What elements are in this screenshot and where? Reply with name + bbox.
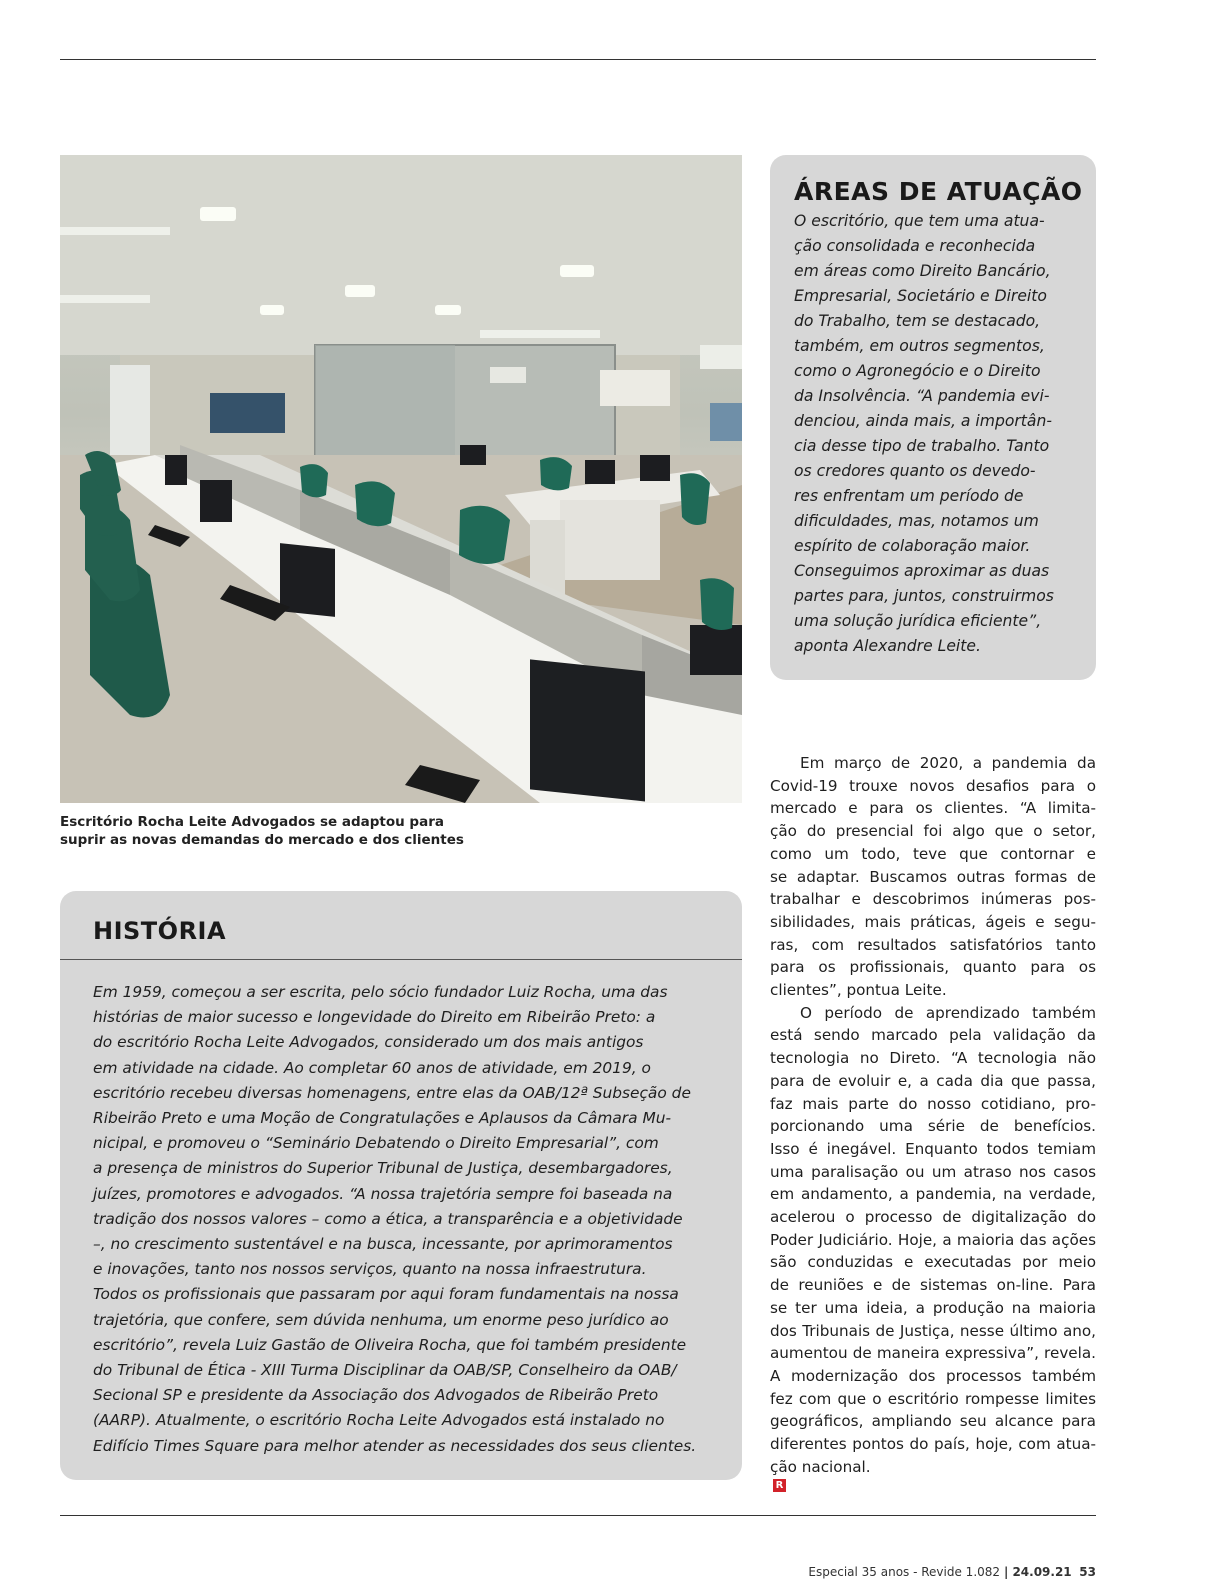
areas-line: Empresarial, Societário e Direito bbox=[794, 287, 1047, 305]
areas-line: Conseguimos aproximar as duas bbox=[794, 562, 1050, 580]
article-line: Isso é inegável. Enquanto todos temiam bbox=[770, 1139, 1096, 1158]
areas-sidebar-box bbox=[770, 155, 1096, 680]
article-line: acelerou o processo de digitalização do bbox=[770, 1208, 1096, 1227]
article-line: O período de aprendizado também bbox=[800, 1003, 1096, 1022]
office-illustration bbox=[60, 155, 742, 803]
article-line: Poder Judiciário. Hoje, a maioria das ações bbox=[770, 1230, 1096, 1249]
article-line: sibilidades, mais práticas, ágeis e segu- bbox=[770, 912, 1096, 931]
historia-line: e inovações, tanto nos nossos serviços, quanto na nossa infraestrutura. bbox=[93, 1260, 647, 1279]
historia-line: Edifício Times Square para melhor atender as necessidades dos seus clientes. bbox=[93, 1436, 697, 1455]
areas-line: como o Agronegócio e o Direito bbox=[794, 362, 1041, 380]
bottom-rule bbox=[60, 1515, 1096, 1516]
historia-line: Ribeirão Preto e uma Moção de Congratulações e Aplausos da Câmara Mu- bbox=[93, 1109, 672, 1128]
historia-line: –, no crescimento sustentável e na busca, incessante, por aprimoramentos bbox=[93, 1235, 673, 1254]
areas-line: uma solução jurídica eficiente”, bbox=[794, 612, 1042, 630]
historia-line: Em 1959, começou a ser escrita, pelo sócio fundador Luiz Rocha, uma das bbox=[93, 983, 668, 1001]
footer-separator: | bbox=[1004, 1565, 1009, 1579]
historia-line: trajetória, que confere, sem dúvida nenhuma, um enorme peso jurídico ao bbox=[93, 1310, 669, 1329]
article-line: ras, com resultados satisfatórios tanto bbox=[770, 935, 1096, 954]
historia-line: em atividade na cidade. Ao completar 60 anos de atividade, em 2019, o bbox=[93, 1058, 651, 1077]
historia-line: do escritório Rocha Leite Advogados, considerado um dos mais antigos bbox=[93, 1033, 644, 1052]
historia-title: HISTÓRIA bbox=[93, 917, 227, 945]
article-line: clientes”, pontua Leite. bbox=[770, 981, 947, 1000]
article-line: tecnologia no Direto. “A tecnologia não bbox=[770, 1049, 1096, 1068]
article-line: para de evoluir e, a cada dia que passa, bbox=[770, 1071, 1096, 1090]
historia-line: a presença de ministros do Superior Tribunal de Justiça, desembargadores, bbox=[93, 1159, 673, 1178]
article-line: faz mais parte do nosso cotidiano, pro- bbox=[770, 1094, 1096, 1113]
areas-line: partes para, juntos, construirmos bbox=[794, 587, 1054, 605]
areas-line: também, em outros segmentos, bbox=[794, 337, 1045, 355]
historia-line: tradição dos nossos valores – como a ética, a transparência e a objetividade bbox=[93, 1209, 683, 1228]
historia-body bbox=[93, 980, 733, 1459]
article-line: porcionando uma série de benefícios. bbox=[770, 1117, 1096, 1136]
article-line: para os profissionais, quanto para os bbox=[770, 958, 1096, 977]
article-line: ção do presencial foi algo que o setor, bbox=[770, 822, 1096, 841]
article-line: em andamento, a pandemia, na verdade, bbox=[770, 1185, 1096, 1204]
article-line: como um todo, teve que contornar e bbox=[770, 844, 1096, 863]
office-photo bbox=[60, 155, 742, 803]
areas-line: do Trabalho, tem se destacado, bbox=[794, 312, 1041, 330]
article-line: dos Tribunais de Justiça, nesse último ano, bbox=[770, 1321, 1096, 1340]
areas-line: res enfrentam um período de bbox=[794, 487, 1024, 505]
article-line: geográficos, ampliando seu alcance para bbox=[770, 1412, 1096, 1431]
footer-date: 24.09.21 bbox=[1012, 1565, 1072, 1579]
article-body bbox=[770, 752, 1096, 1492]
end-mark-icon: R bbox=[773, 1479, 786, 1492]
historia-line: Secional SP e presidente da Associação dos Advogados de Ribeirão Preto bbox=[93, 1386, 659, 1405]
areas-line: cia desse tipo de trabalho. Tanto bbox=[794, 437, 1050, 455]
article-line: de reuniões e de sistemas on-line. Para bbox=[770, 1276, 1096, 1295]
historia-line: nicipal, e promoveu o “Seminário Debatendo o Direito Empresarial”, com bbox=[93, 1134, 659, 1153]
historia-line: Todos os profissionais que passaram por aqui foram fundamentais na nossa bbox=[93, 1285, 679, 1304]
historia-line: juízes, promotores e advogados. “A nossa trajetória sempre foi baseada na bbox=[93, 1184, 673, 1203]
areas-line: denciou, ainda mais, a importân- bbox=[794, 412, 1052, 430]
areas-line: ção consolidada e reconhecida bbox=[794, 237, 1036, 255]
areas-line: os credores quanto os devedo- bbox=[794, 462, 1036, 480]
footer-publication: Especial 35 anos - Revide 1.082 bbox=[808, 1565, 1001, 1579]
areas-line: da Insolvência. “A pandemia evi- bbox=[794, 387, 1050, 405]
page-number: 53 bbox=[1079, 1565, 1096, 1579]
article-line: mercado e para os clientes. “A limita- bbox=[770, 799, 1096, 818]
areas-line: O escritório, que tem uma atua- bbox=[794, 212, 1045, 230]
article-line: ção nacional. bbox=[770, 1457, 871, 1476]
article-line: diferentes pontos do país, hoje, com atua- bbox=[770, 1435, 1096, 1454]
page-footer bbox=[808, 1565, 1096, 1579]
areas-line: em áreas como Direito Bancário, bbox=[794, 262, 1051, 280]
historia-line: escritório”, revela Luiz Gastão de Oliveira Rocha, que foi também presidente bbox=[93, 1335, 687, 1354]
article-line: fez com que o escritório rompesse limites bbox=[770, 1389, 1096, 1408]
historia-line: (AARP). Atualmente, o escritório Rocha Leite Advogados está instalado no bbox=[93, 1411, 665, 1430]
caption-line: Escritório Rocha Leite Advogados se adaptou para bbox=[60, 814, 444, 830]
article-line: se ter uma ideia, a produção na maioria bbox=[770, 1298, 1096, 1317]
article-line: se adaptar. Buscamos outras formas de bbox=[770, 867, 1096, 886]
historia-line: escritório recebeu diversas homenagens, entre elas da OAB/12ª Subseção de bbox=[93, 1083, 691, 1102]
historia-line: do Tribunal de Ética - XIII Turma Disciplinar da OAB/SP, Conselheiro da OAB/ bbox=[93, 1361, 677, 1380]
areas-body bbox=[794, 209, 1084, 659]
article-line: A modernização dos processos também bbox=[770, 1366, 1096, 1385]
top-rule bbox=[60, 59, 1096, 60]
historia-divider bbox=[60, 959, 742, 960]
article-line: uma paralisação ou um atraso nos casos bbox=[770, 1162, 1096, 1181]
areas-line: aponta Alexandre Leite. bbox=[794, 637, 981, 655]
article-line: está sendo marcado pela validação da bbox=[770, 1026, 1096, 1045]
photo-caption bbox=[60, 813, 480, 849]
caption-line: suprir as novas demandas do mercado e dos clientes bbox=[60, 832, 464, 848]
article-last-line bbox=[770, 1456, 1096, 1492]
article-line: Covid-19 trouxe novos desafios para o bbox=[770, 776, 1096, 795]
article-line: trabalhar e descobrimos inúmeras pos- bbox=[770, 890, 1096, 909]
historia-box bbox=[60, 891, 742, 1480]
areas-title: ÁREAS DE ATUAÇÃO bbox=[794, 177, 1083, 206]
areas-line: dificuldades, mas, notamos um bbox=[794, 512, 1039, 530]
article-line: Em março de 2020, a pandemia da bbox=[800, 754, 1096, 772]
historia-line: histórias de maior sucesso e longevidade do Direito em Ribeirão Preto: a bbox=[93, 1008, 656, 1027]
article-line: são conduzidas e executadas por meio bbox=[770, 1253, 1096, 1272]
areas-line: espírito de colaboração maior. bbox=[794, 537, 1031, 555]
article-line: aumentou de maneira expressiva”, revela. bbox=[770, 1344, 1096, 1363]
